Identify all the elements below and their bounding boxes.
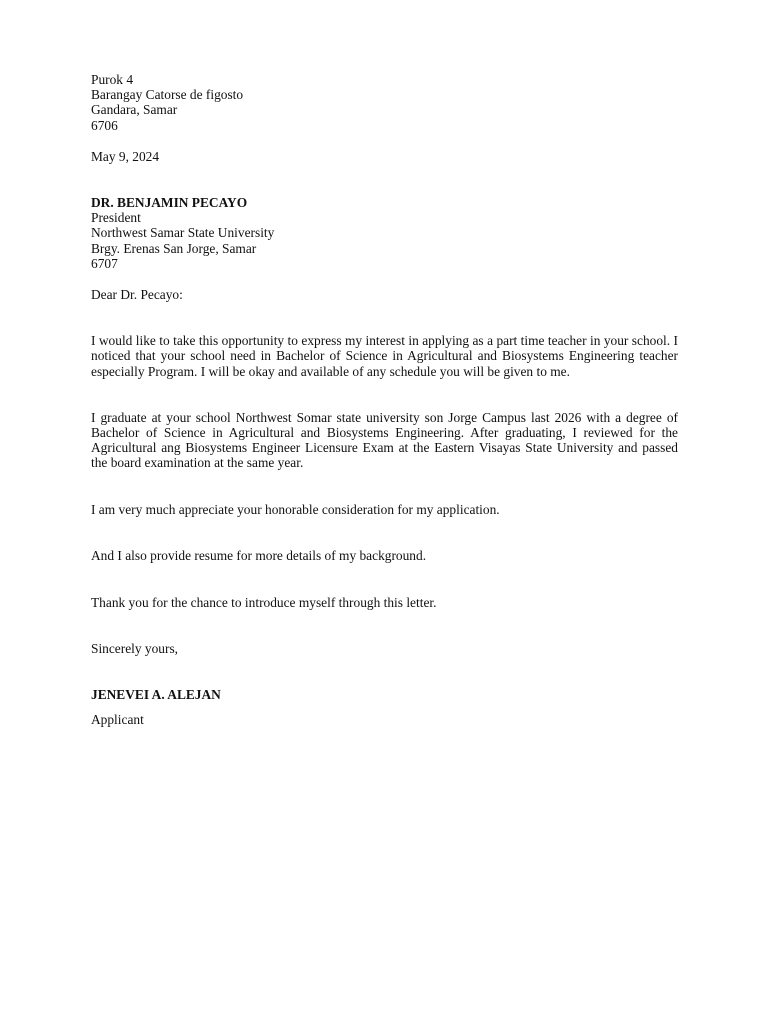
body-paragraph-thanks: Thank you for the chance to introduce myself through this letter. [91, 595, 437, 611]
body-paragraph-appreciation: I am very much appreciate your honorable consideration for my application. [91, 501, 500, 517]
recipient-block [91, 195, 678, 271]
sender-address [91, 72, 678, 133]
recipient-title: President [91, 210, 141, 226]
letter-page [91, 72, 678, 727]
body-paragraph-interest: I would like to take this opportunity to express my interest in applying as a part time teacher in your school. I noticed that your school need in Bachelor of Science in Agricultural and Biosystems Engineering teacher especially Program. I will be okay and available of any schedule you will be given to me. [91, 333, 678, 379]
recipient-zip: 6707 [91, 255, 118, 271]
sender-address-line: Purok 4 [91, 72, 134, 87]
date-text: May 9, 2024 [91, 148, 160, 164]
signer-role: Applicant [91, 711, 144, 727]
body-paragraph-resume: And I also provide resume for more details of my background. [91, 547, 427, 563]
recipient-name: DR. BENJAMIN PECAYO [91, 195, 248, 211]
salutation-text: Dear Dr. Pecayo: [91, 287, 183, 303]
closing [91, 641, 678, 656]
salutation [91, 287, 678, 302]
sender-address-line: Gandara, Samar [91, 102, 178, 118]
recipient-institution: Northwest Samar State University [91, 225, 275, 241]
letter-date [91, 149, 678, 164]
signer-name: JENEVEI A. ALEJAN [91, 687, 221, 703]
signer-block [91, 687, 678, 726]
body-paragraph-background: I graduate at your school Northwest Somar state university son Jorge Campus last 2026 with a degree of Bachelor of Science in Agricultural and Biosystems Engineering. After graduating, I reviewed for the Agricultural ang Biosystems Engineer Licensure Exam at the Eastern Visayas State University and passed the board examination at the same year. [91, 409, 678, 471]
sender-address-line: Barangay Catorse de figosto [91, 87, 244, 103]
closing-text: Sincerely yours, [91, 641, 179, 657]
recipient-address: Brgy. Erenas San Jorge, Samar [91, 240, 257, 256]
sender-zip: 6706 [91, 117, 118, 133]
